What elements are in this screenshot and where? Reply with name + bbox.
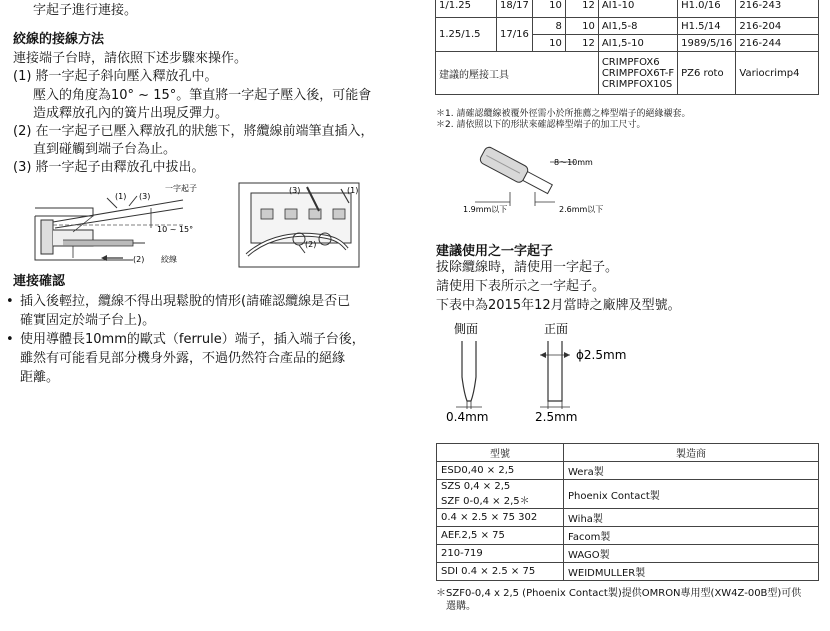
model-cell: 0.4 × 2.5 × 75 302 (437, 509, 564, 527)
spec-cell: 12 (565, 35, 598, 52)
spec-cell: 1/1.25 (436, 0, 497, 18)
confirm-bullet-2-line-3: 距離。 (20, 370, 60, 385)
confirm-bullet-2-line-2: 雖然有可能看見部分機身外露，不過仍然符合產品的絕緣 (20, 351, 346, 366)
table-row (436, 0, 819, 18)
spec-cell: AI1,5-8 (598, 18, 677, 35)
column-header-maker: 製造商 (564, 444, 819, 462)
step-2-line-2: 直到碰觸到端子台為止。 (33, 142, 177, 157)
crimp-tool-3: CRIMPFOX10S (601, 78, 673, 90)
table-row (437, 480, 819, 509)
fig-wire-label: 絞線 (161, 255, 177, 264)
screwdriver-line-1: 拔除纜線時，請使用一字起子。 (436, 260, 619, 275)
spec-cell: 10 (532, 0, 565, 18)
model-cell: SDI 0.4 × 2.5 × 75 (437, 563, 564, 581)
fig2-step3-label: (3) (289, 186, 301, 195)
spec-cell: 216-243 (736, 0, 819, 18)
spec-cell: 1989/5/16 (678, 35, 736, 52)
front-view-label: 正面 (544, 322, 569, 336)
fig-angle-label: 10 ~ 15° (157, 225, 194, 234)
note-1: ＊1. 請確認纜線被覆外徑需小於所推薦之棒型端子的絕緣襯套。 (436, 109, 691, 119)
spec-cell: 216-244 (736, 35, 819, 52)
bullet-icon: • (6, 294, 14, 309)
model-cell: AEF.2,5 × 75 (437, 527, 564, 545)
spec-cell: 17/16 (497, 18, 533, 52)
spec-cell: 1.25/1.5 (436, 18, 497, 52)
spec-cell: 10 (565, 18, 598, 35)
table-row (437, 545, 819, 563)
crimp-tool-1: CRIMPFOX6 (601, 56, 660, 68)
column-header-model: 型號 (437, 444, 564, 462)
confirm-heading: 連接確認 (13, 274, 66, 289)
crimp-tool-weidmuller: PZ6 roto (678, 52, 736, 95)
maker-cell: Facom製 (564, 527, 819, 545)
spec-cell: 216-204 (736, 18, 819, 35)
maker-cell: WAGO製 (564, 545, 819, 563)
ferrule-spec-table (435, 0, 819, 95)
ferrule-dia1-label: 1.9mm以下 (463, 205, 508, 214)
ferrule-length-label: 8～10mm (554, 158, 593, 167)
table-row (437, 527, 819, 545)
step-1-line-1: (1) 將一字起子斜向壓入釋放孔中。 (13, 69, 218, 84)
fig2-step2-label: (2) (305, 240, 317, 249)
confirm-bullet-2 (6, 330, 420, 387)
model-line-1: SZS 0,4 × 2,5 (441, 481, 511, 492)
stranded-heading: 絞線的接線方法 (13, 32, 105, 47)
screwdriver-line-3: 下表中為2015年12月當時之廠牌及型號。 (436, 298, 681, 313)
step-1-line-2: 壓入的角度為10° ~ 15°。筆直將一字起子壓入後，可能會 (33, 88, 372, 103)
table-row (437, 509, 819, 527)
ferrule-dia2-label: 2.6mm以下 (559, 205, 604, 214)
bullet-icon: • (6, 332, 14, 347)
table-row (436, 18, 819, 35)
spec-cell: AI1,5-10 (598, 35, 677, 52)
ferrule-dimension-figure (455, 134, 605, 218)
fig2-step1-label: (1) (347, 186, 359, 195)
insertion-front-figure (237, 181, 362, 269)
table-row (437, 462, 819, 480)
table-row (437, 563, 819, 581)
confirm-bullet-1 (6, 292, 420, 330)
spec-cell: 18/17 (497, 0, 533, 18)
screwdriver-brand-table (436, 443, 819, 581)
tip-width-label: 2.5mm (535, 410, 578, 424)
confirm-bullet-2-line-1: 使用導體長10mm的歐式（ferrule）端子，插入端子台後， (20, 332, 365, 347)
maker-cell: Phoenix Contact製 (564, 480, 819, 509)
confirm-bullet-1-line-1: 插入後輕拉，纜線不得出現鬆脫的情形(請確認纜線是否已 (20, 294, 351, 309)
screwdriver-line-2: 請使用下表所示之一字起子。 (436, 279, 606, 294)
spec-cell: AI1-10 (598, 0, 677, 18)
step-2-line-1: (2) 在一字起子已壓入釋放孔的狀態下，將纜線前端筆直插入， (13, 124, 374, 139)
model-cell: ESD0,40 × 2,5 (437, 462, 564, 480)
model-line-2: SZF 0-0,4 × 2,5＊ (441, 496, 530, 507)
step-1-line-3: 造成釋放孔內的簧片出現反彈力。 (33, 106, 229, 121)
fig-step1-label: (1) (115, 192, 127, 201)
insertion-side-figure (33, 180, 213, 270)
stranded-intro: 連接端子台時，請依照下述步驟來操作。 (13, 51, 248, 66)
maker-cell: Wera製 (564, 462, 819, 480)
crimp-tool-wago: Variocrimp4 (736, 52, 819, 95)
crimp-tool-2: CRIMPFOX6T-F (601, 67, 675, 79)
spec-cell: H1.5/14 (678, 18, 736, 35)
model-cell: 210-719 (437, 545, 564, 563)
table-row (436, 52, 819, 95)
model-cell (437, 480, 564, 509)
fig-step2-label: (2) (133, 255, 145, 264)
note-2: ＊2. 請依照以下的形狀來確認棒型端子的加工尺寸。 (436, 120, 646, 130)
maker-cell: Wiha製 (564, 509, 819, 527)
step-3-line-1: (3) 將一字起子由釋放孔中拔出。 (13, 160, 205, 175)
spec-cell: H1.0/16 (678, 0, 736, 18)
crimp-tool-label: 建議的壓接工具 (436, 52, 599, 95)
shaft-diameter-label: ϕ2.5mm (576, 348, 627, 362)
spec-cell: 12 (565, 0, 598, 18)
screwdriver-heading: 建議使用之一字起子 (436, 244, 554, 259)
maker-cell: WEIDMULLER製 (564, 563, 819, 581)
table-header-row (437, 444, 819, 462)
crimp-tool-phoenix (598, 52, 677, 95)
continued-text: 字起子進行連接。 (33, 3, 138, 18)
fig-step3-label: (3) (139, 192, 151, 201)
screwdriver-dimension-figure (440, 319, 640, 424)
confirm-bullet-1-line-2: 確實固定於端子台上)。 (20, 313, 156, 328)
footnote-line-2: 選購。 (446, 601, 476, 612)
footnote-line-1: ＊SZF0-0,4 x 2,5 (Phoenix Contact製)提供OMRON專用型(XW4Z-00B型)可供 (436, 588, 802, 599)
tip-thickness-label: 0.4mm (446, 410, 489, 424)
side-view-label: 側面 (454, 322, 479, 336)
fig-screwdriver-label: 一字起子 (165, 184, 197, 193)
spec-cell: 10 (532, 35, 565, 52)
spec-cell: 8 (532, 18, 565, 35)
